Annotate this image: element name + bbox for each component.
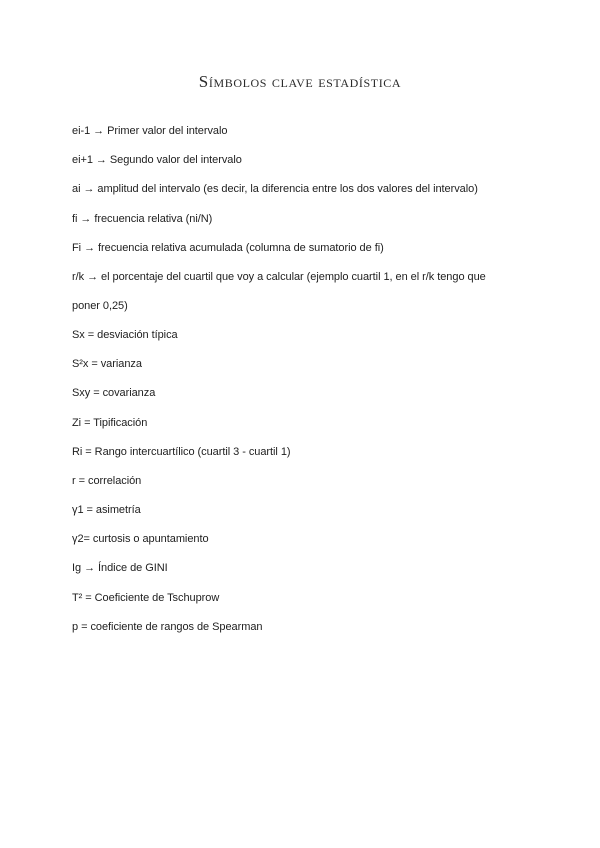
list-item: ai → amplitud del intervalo (es decir, la diferencia entre los dos valores del intervalo) — [72, 183, 478, 196]
page-title: Símbolos clave estadística — [198, 72, 402, 91]
list-item: Ri = Rango intercuartílico (cuartil 3 - cuartil 1) — [72, 445, 291, 458]
list-item: Ig → Índice de GINI — [72, 562, 168, 575]
list-item: ei-1 → Primer valor del intervalo — [72, 125, 228, 137]
list-item: γ2= curtosis o apuntamiento — [72, 533, 209, 546]
list-item: Fi → frecuencia relativa acumulada (columna de sumatorio de fi) — [72, 241, 384, 254]
list-item: S²x = varianza — [72, 358, 142, 371]
list-item: ei+1 → Segundo valor del intervalo — [72, 154, 242, 167]
list-item: Zi = Tipificación — [72, 416, 148, 429]
list-item: r/k → el porcentaje del cuartil que voy a calcular (ejemplo cuartil 1, en el r/k tengo que poner 0,25) — [72, 270, 486, 312]
list-item: r = correlación — [72, 474, 142, 487]
symbol-list — [72, 123, 512, 648]
list-item: Sx = desviación típica — [72, 328, 178, 341]
list-item: Sxy = covarianza — [72, 387, 156, 400]
list-item: fi → frecuencia relativa (ni/N) — [72, 212, 213, 225]
list-item: p = coeficiente de rangos de Spearman — [72, 620, 263, 633]
list-item: T² = Coeficiente de Tschuprow — [72, 591, 220, 604]
list-item: γ1 = asimetría — [72, 504, 141, 517]
